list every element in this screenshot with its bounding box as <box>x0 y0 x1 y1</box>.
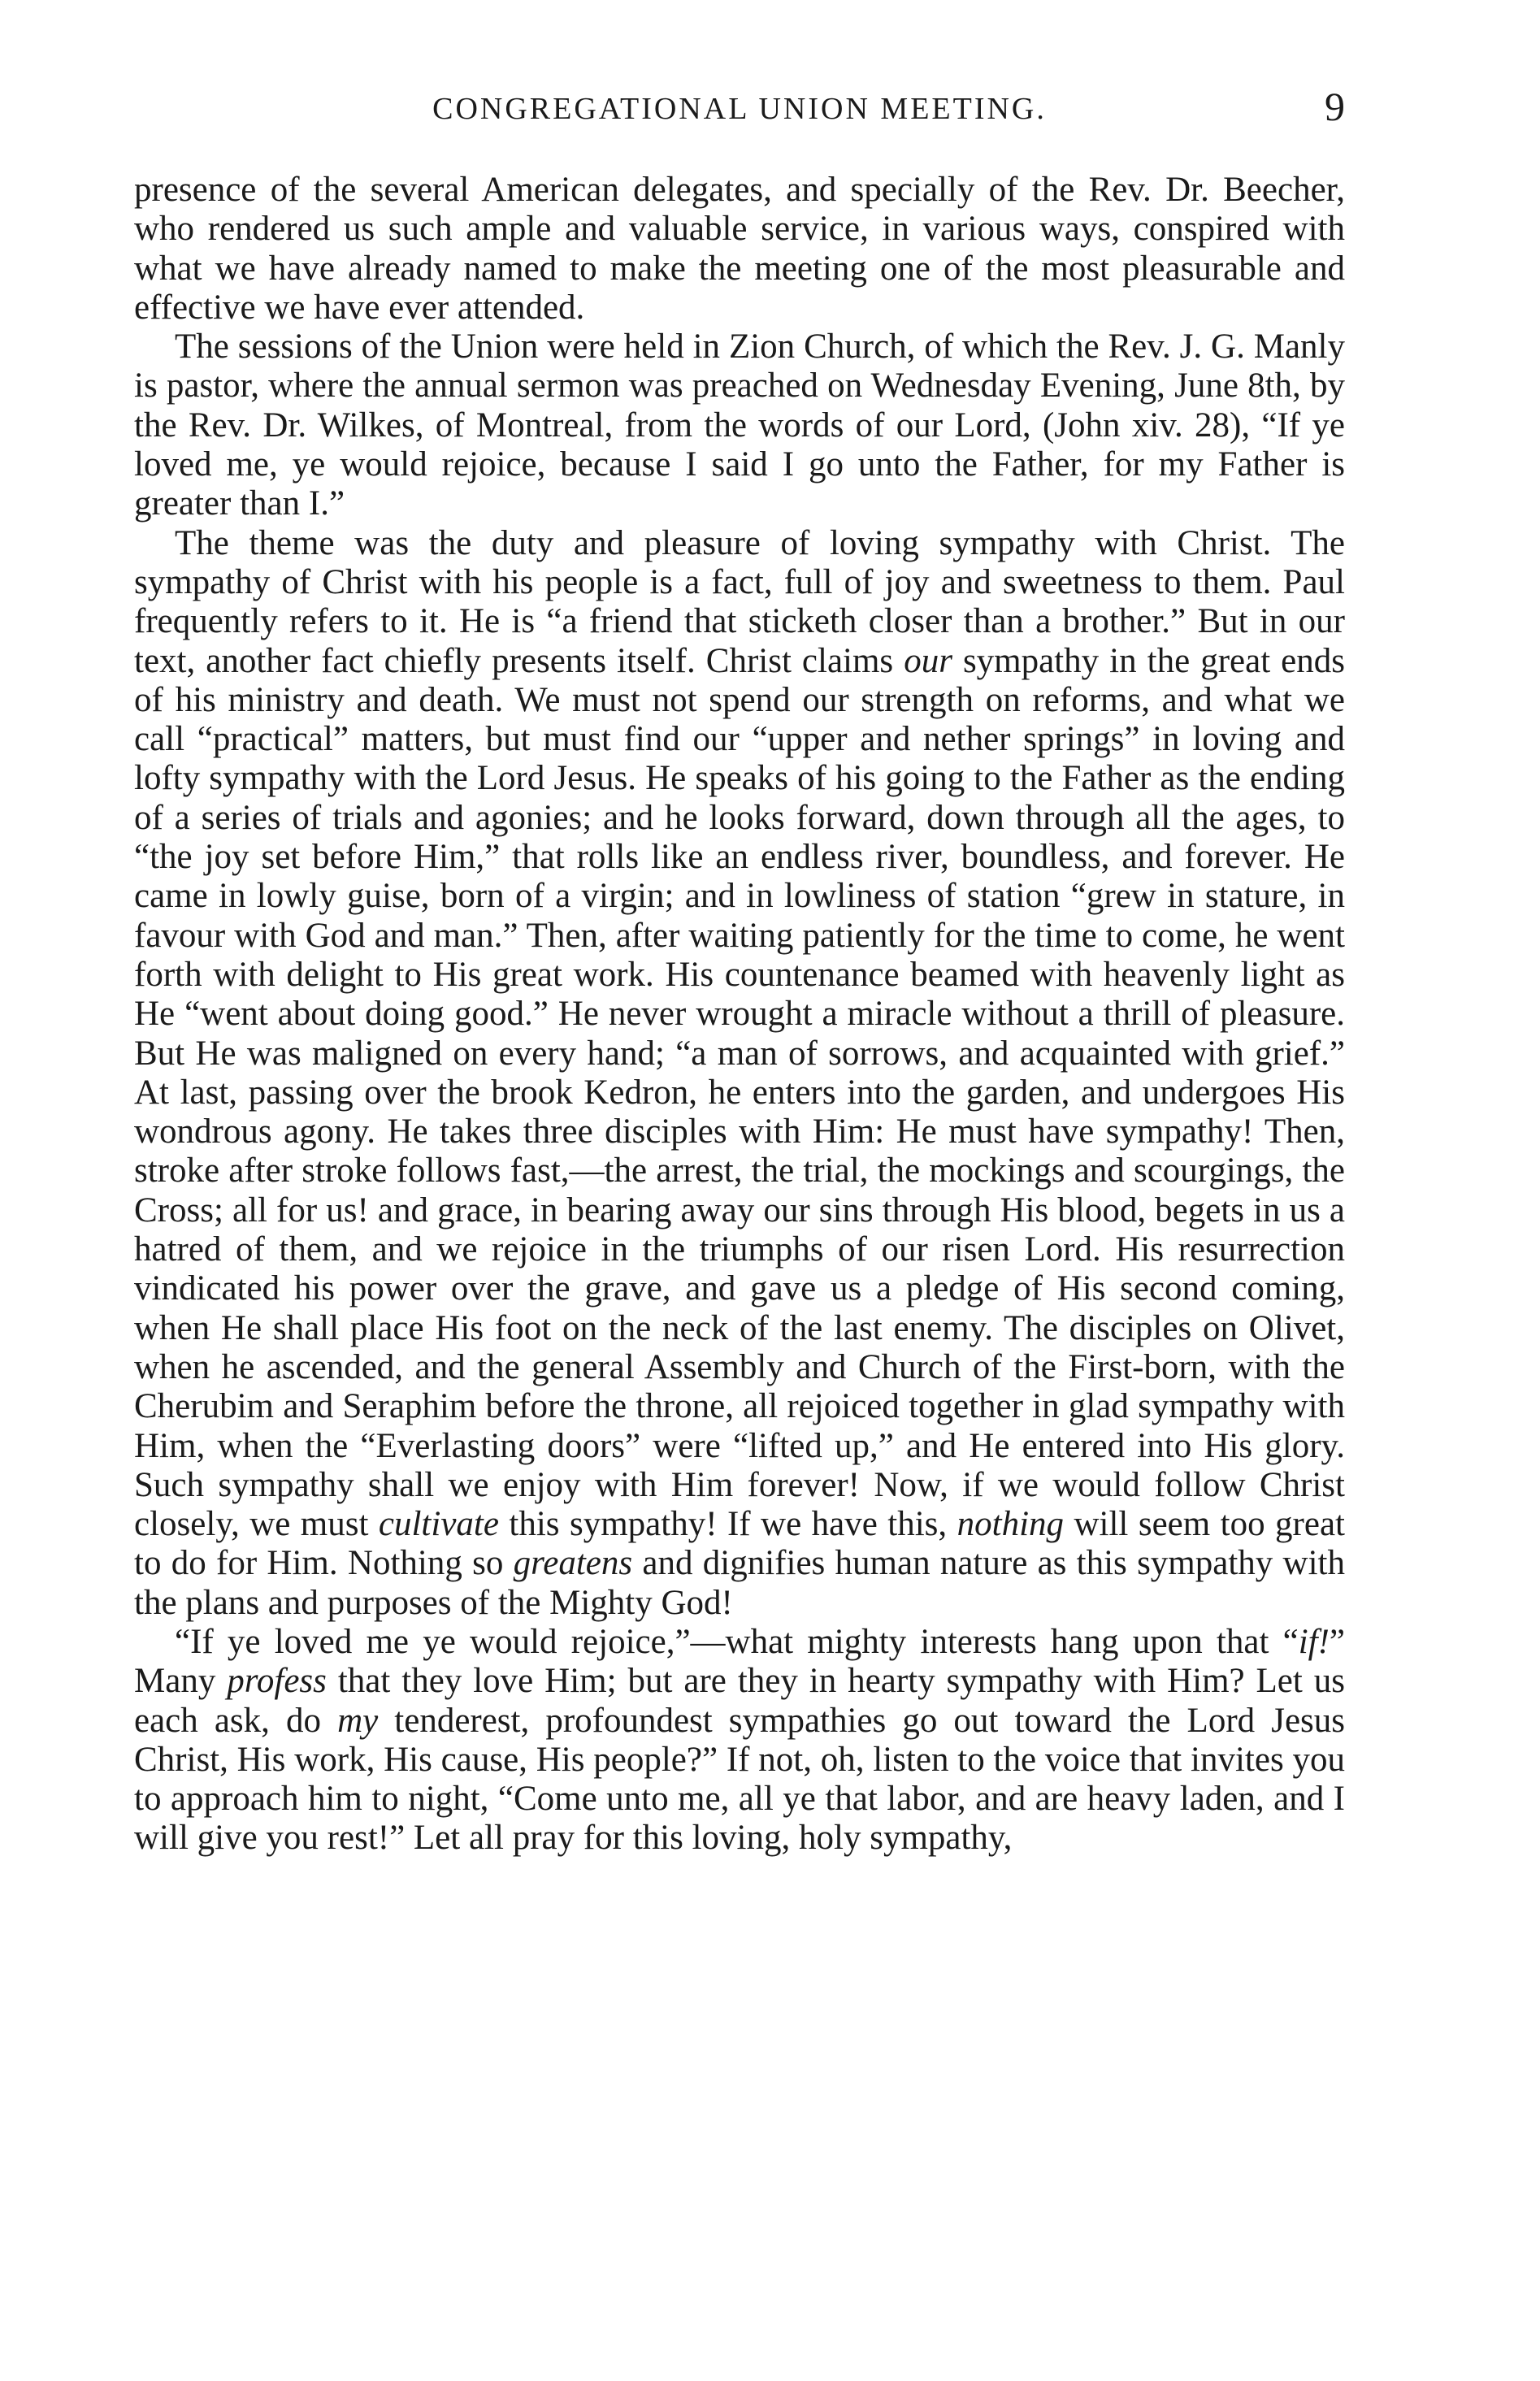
text-run: presence of the several American delegates, and specially of the Rev. Dr. Beecher, who rendered us such ample and valuable service, in various ways, conspired with what we have already named to make the meeting one of the most pleasurable and effective we have ever attended. <box>134 171 1345 327</box>
italic-text: nothing <box>957 1505 1065 1544</box>
text-run: that they love Him; but are they in hearty sympathy with Him? Let us each ask, do <box>134 1662 1346 1740</box>
paragraph <box>134 327 1345 523</box>
italic-text: our <box>904 641 952 680</box>
page-number: 9 <box>1325 84 1345 129</box>
text-run: The sessions of the Union were held in Zion Church, of which the Rev. J. G. Manly is pastor, where the annual sermon was preached on Wednesday Evening, June 8th, by the Rev. Dr. Wilkes, of Montreal, from the words of our Lord, (John xiv. 28), “If ye loved me, ye would rejoice, because I said I go unto the Father, for my Father is greater than I.” <box>134 327 1345 523</box>
running-header <box>134 83 1345 132</box>
italic-text: if! <box>1298 1622 1330 1661</box>
text-run: and dignifies human nature as this sympathy with the plans and purposes of the Mighty God! <box>134 1544 1346 1622</box>
text-run: tenderest, profoundest sympathies go out toward the Lord Jesus Christ, His work, His cause, His people?” If not, oh, listen to the voice that invites you to approach him to night, “Come unto me, all ye that labor, and are heavy laden, and I will give you rest!” Let all pray for this loving, holy sympathy, <box>134 1701 1345 1858</box>
italic-text: greatens <box>513 1544 633 1583</box>
text-run: this sympathy! If we have this, <box>498 1505 957 1544</box>
running-title: CONGREGATIONAL UNION MEETING. <box>432 92 1047 126</box>
text-run: will seem too great to do for Him. Nothing so <box>134 1505 1345 1583</box>
italic-text: cultivate <box>378 1505 499 1544</box>
paragraph <box>134 524 1345 1623</box>
paragraph <box>134 1623 1345 1858</box>
text-run: “If ye loved me ye would rejoice,”—what mighty interests hang upon that “ <box>175 1622 1299 1661</box>
text-run: The theme was the duty and pleasure of loving sympathy with Christ. The sympathy of Christ with his people is a fact, full of joy and sweetness to them. Paul frequently refers to it. He is “a friend that sticketh closer than a brother.” But in our text, another fact chiefly presents itself. Christ claims <box>134 523 1345 680</box>
body-text <box>134 171 1345 1858</box>
text-run: sympathy in the great ends of his ministry and death. We must not spend our strength on reforms, and what we call “practical” matters, but must find our “upper and nether springs” in loving and lofty sympathy with the Lord Jesus. He speaks of his going to the Father as the ending of a series of trials and agonies; and he looks forward, down through all the ages, to “the joy set before Him,” that rolls like an endless river, boundless, and forever. He came in lowly guise, born of a virgin; and in lowliness of station “grew in stature, in favour with God and man.” Then, after waiting patiently for the time to come, he went forth with delight to His great work. His countenance beamed with heavenly light as He “went about doing good.” He never wrought a miracle without a thrill of pleasure. But He was maligned on every hand; “a man of sorrows, and acquainted with grief.” At last, passing over the brook Kedron, he enters into the garden, and undergoes His wondrous agony. He takes three disciples with Him: He must have sympathy! Then, stroke after stroke follows fast,—the arrest, the trial, the mockings and scourgings, the Cross; all for us! and grace, in bearing away our sins through His blood, begets in us a hatred of them, and we rejoice in the triumphs of our risen Lord. His resurrection vindicated his power over the grave, and gave us a pledge of His second coming, when He shall place His foot on the neck of the last enemy. The disciples on Olivet, when he ascended, and the general Assembly and Church of the First-born, with the Cherubim and Seraphim before the throne, all rejoiced together in glad sympathy with Him, when the “Everlasting doors” were “lifted up,” and He entered into His glory. Such sympathy shall we enjoy with Him forever! Now, if we would follow Christ closely, we must <box>134 641 1345 1544</box>
italic-text: profess <box>227 1662 327 1701</box>
italic-text: my <box>337 1701 379 1740</box>
paragraph <box>134 171 1345 327</box>
text-run: ” Many <box>134 1622 1345 1701</box>
